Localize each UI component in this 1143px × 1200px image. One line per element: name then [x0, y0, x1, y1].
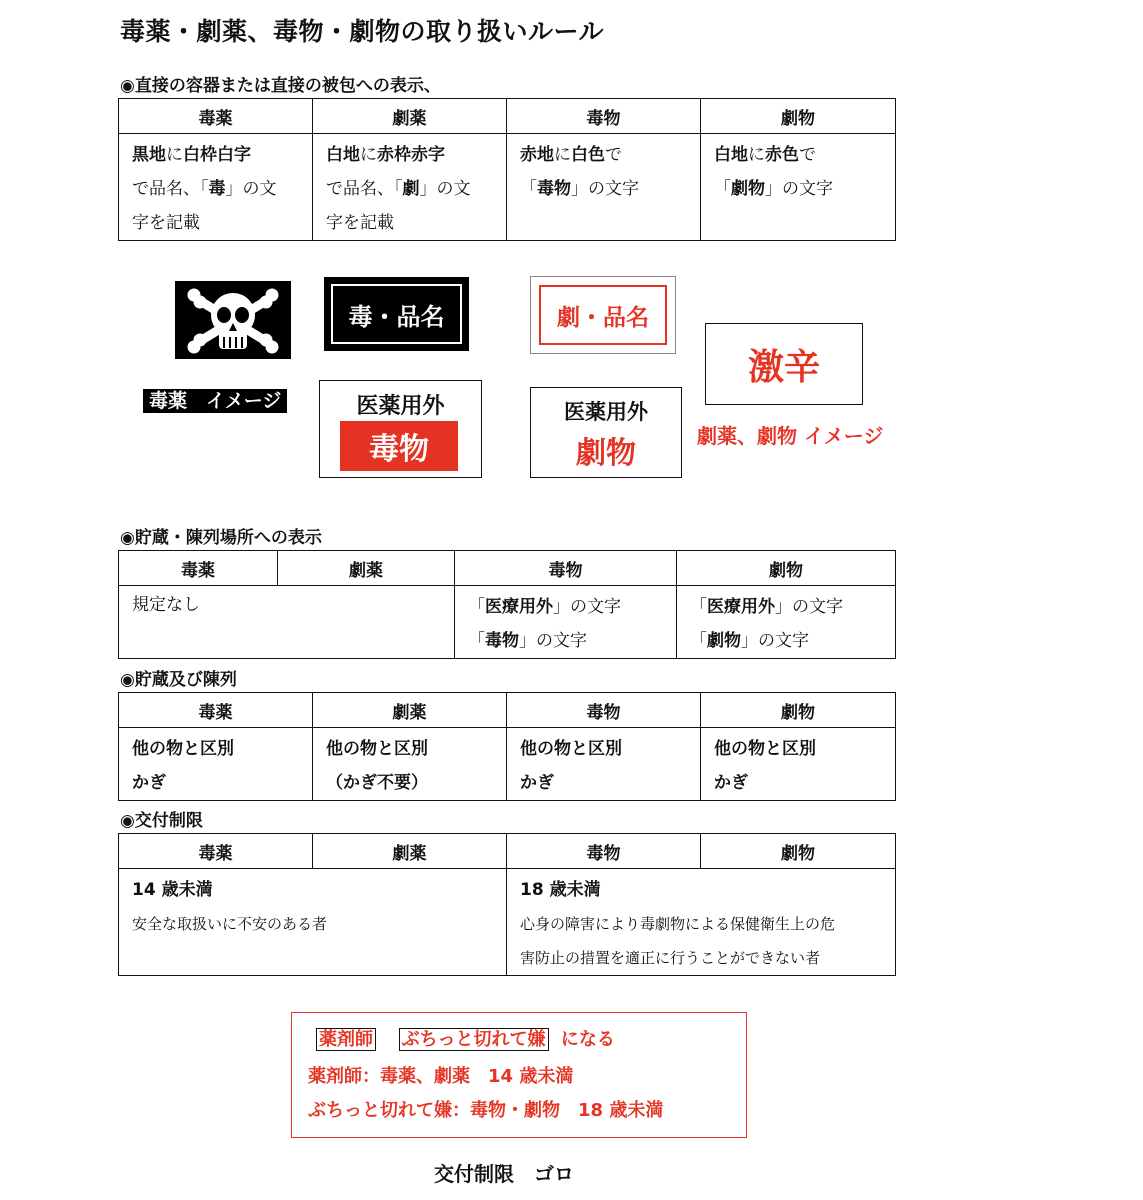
cell-no-rule	[119, 586, 455, 659]
text: 白地	[326, 145, 360, 165]
header-cell: 毒物	[507, 693, 701, 728]
text: 白色	[571, 145, 605, 165]
header-cell: 劇物	[677, 551, 896, 586]
poison-caption-wrap	[143, 386, 287, 413]
text: 劇	[402, 179, 420, 199]
text: 他の物と区別	[132, 739, 234, 759]
text: 他の物と区別	[326, 739, 428, 759]
cell-deleterious-substance	[701, 134, 896, 241]
text: 黒地	[132, 145, 166, 165]
skull-crossbones-icon	[175, 281, 291, 359]
mnemonic-suffix: になる	[560, 1029, 615, 1050]
text: 医療用外	[707, 597, 775, 617]
text: 字を記載	[326, 213, 394, 233]
header-cell: 劇物	[701, 99, 896, 134]
gekibutsu-text: 劇物	[576, 436, 636, 471]
text: 「	[468, 597, 485, 617]
text: 白枠白字	[183, 145, 251, 165]
text: に	[360, 145, 377, 165]
mnemonic-line-2: 薬剤師：毒薬、劇薬 14 歳未満	[308, 1066, 574, 1087]
text: 毒物	[485, 631, 519, 651]
poison-label-text: 毒・品名	[348, 302, 445, 331]
header-cell: 毒薬	[119, 551, 278, 586]
cell-age-18	[507, 869, 896, 976]
nonmed-poison-label-image	[319, 380, 482, 478]
text: 他の物と区別	[520, 739, 622, 759]
text: 「	[690, 631, 707, 651]
text: 劇物	[731, 179, 765, 199]
text: 赤枠赤字	[377, 145, 445, 165]
text: 「	[714, 179, 731, 199]
delivery-limit-table	[118, 833, 896, 976]
text: 「	[468, 631, 485, 651]
text: 「	[520, 179, 537, 199]
deleterious-image-caption: 劇薬、劇物 イメージ	[697, 424, 884, 448]
header-cell: 劇物	[701, 693, 896, 728]
text: 」の文	[225, 179, 277, 199]
text: かぎ	[520, 773, 554, 793]
header-cell: 劇薬	[313, 693, 507, 728]
text: 字を記載	[132, 213, 200, 233]
text: 」の文字	[741, 631, 809, 651]
text: で品名、「	[326, 179, 403, 199]
dokubutsu-text: 毒物	[369, 432, 429, 467]
header-cell: 毒物	[507, 99, 701, 134]
cell-poison-drug	[119, 134, 313, 241]
text: 毒物	[537, 179, 571, 199]
text: で品名、「	[132, 179, 209, 199]
nonmed-deleterious-label-image	[530, 387, 682, 478]
deleterious-label-image	[530, 276, 676, 354]
header-cell: 毒薬	[119, 693, 313, 728]
text: で	[605, 145, 622, 165]
text: 他の物と区別	[714, 739, 816, 759]
poison-label-image	[324, 277, 469, 351]
mnemonic-line-3: ぶちっと切れて嫌：毒物・劇物 18 歳未満	[308, 1100, 664, 1121]
text: 劇物	[707, 631, 741, 651]
mnemonic-box-word-2: ぶちっと切れて嫌	[399, 1028, 549, 1051]
cell-deleterious-substance	[677, 586, 896, 659]
description: 害防止の措置を適正に行うことができない者	[520, 949, 821, 967]
nonmed-text: 医薬用外	[564, 400, 648, 424]
text: かぎ	[714, 773, 748, 793]
text: 」の文字	[553, 597, 621, 617]
text: に	[554, 145, 571, 165]
poison-image-caption: 毒薬 イメージ	[143, 389, 287, 413]
spicy-text: 激辛	[747, 346, 820, 388]
mnemonic-box-word-1: 薬剤師	[316, 1028, 376, 1051]
spicy-label-image	[705, 323, 863, 405]
header-cell: 劇物	[701, 834, 896, 869]
text: に	[748, 145, 765, 165]
header-cell: 毒物	[455, 551, 677, 586]
description: 安全な取扱いに不安のある者	[132, 915, 328, 933]
text: 白地	[714, 145, 748, 165]
text: （かぎ不要）	[326, 773, 428, 793]
text: 」の文字	[519, 631, 587, 651]
cell-poisonous-substance	[455, 586, 677, 659]
text: 」の文	[419, 179, 471, 199]
storage-table	[118, 692, 896, 801]
red-banner	[340, 421, 458, 471]
page-title: 毒薬・劇薬、毒物・劇物の取り扱いルール	[120, 17, 605, 46]
section-heading-storage: ◉貯蔵及び陳列	[120, 670, 237, 690]
text: 」の文字	[765, 179, 833, 199]
header-cell: 劇薬	[313, 834, 507, 869]
storage-display-table	[118, 550, 896, 659]
text: 」の文字	[571, 179, 639, 199]
text: に	[166, 145, 183, 165]
header-cell: 毒物	[507, 834, 701, 869]
text: で	[799, 145, 816, 165]
text: かぎ	[132, 773, 166, 793]
cell-powerful-drug	[313, 134, 507, 241]
text: 「	[690, 597, 707, 617]
header-cell: 毒薬	[119, 834, 313, 869]
section-heading-delivery-limit: ◉交付制限	[120, 811, 203, 831]
text: 毒	[208, 179, 226, 199]
cell-poisonous-substance	[507, 134, 701, 241]
section-heading-container-label: ◉直接の容器または直接の被包への表示、	[120, 76, 441, 96]
age-limit-14: 14 歳未満	[132, 880, 213, 900]
mnemonic-line-1	[316, 1025, 615, 1051]
container-label-table	[118, 98, 896, 241]
cell	[313, 728, 507, 801]
header-cell: 劇薬	[278, 551, 455, 586]
section-heading-storage-display: ◉貯蔵・陳列場所への表示	[120, 528, 322, 548]
mnemonic-box	[291, 1012, 747, 1138]
text: 赤色	[765, 145, 799, 165]
age-limit-18: 18 歳未満	[520, 880, 601, 900]
cell	[119, 728, 313, 801]
header-cell: 毒薬	[119, 99, 313, 134]
nonmed-text: 医薬用外	[356, 394, 445, 419]
description: 心身の障害により毒劇物による保健衛生上の危	[520, 915, 836, 933]
cell	[507, 728, 701, 801]
deleterious-label-text: 劇・品名	[557, 304, 649, 331]
text: 赤地	[520, 145, 554, 165]
cell	[701, 728, 896, 801]
text: 医療用外	[485, 597, 553, 617]
text: 規定なし	[132, 595, 200, 615]
header-cell: 劇薬	[313, 99, 507, 134]
text: 」の文字	[775, 597, 843, 617]
cell-age-14	[119, 869, 507, 976]
mnemonic-caption: 交付制限 ゴロ	[434, 1162, 574, 1186]
